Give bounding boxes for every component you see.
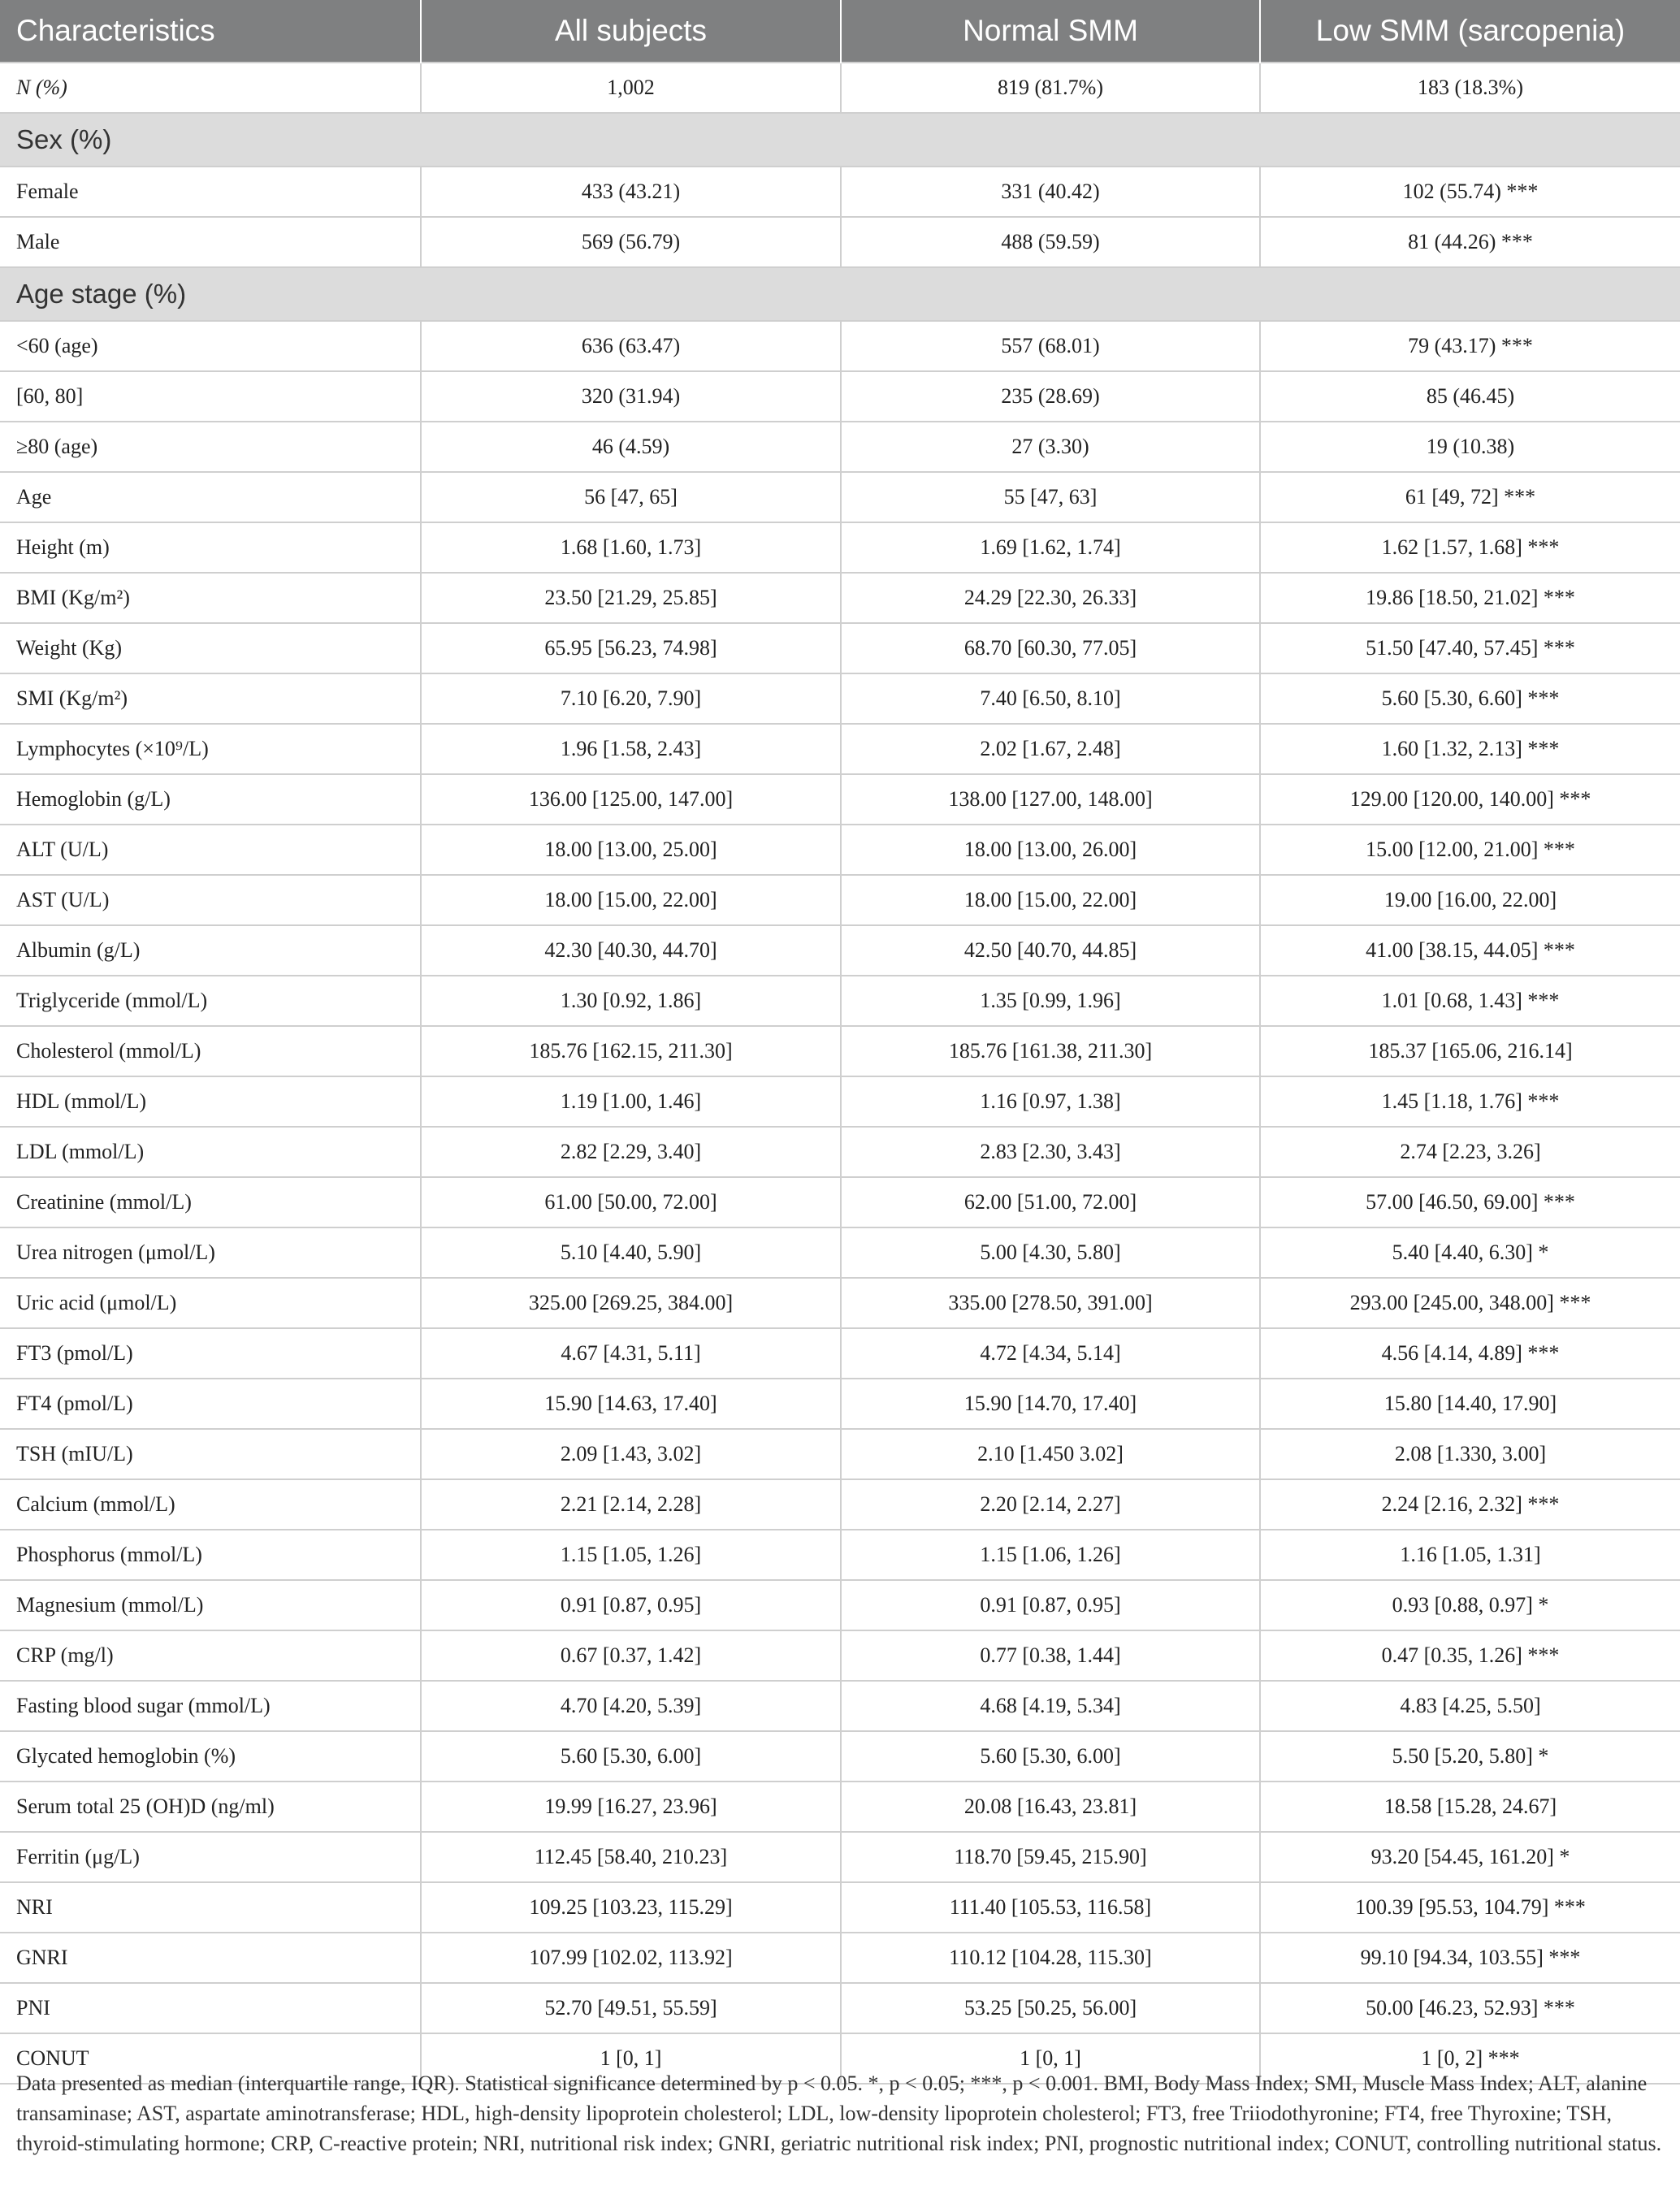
row-label: Albumin (g/L) — [0, 925, 421, 976]
row-label: Calcium (mmol/L) — [0, 1479, 421, 1530]
cell-normal-smm: 1.15 [1.06, 1.26] — [841, 1530, 1260, 1580]
row-label: BMI (Kg/m²) — [0, 573, 421, 623]
cell-normal-smm: 2.10 [1.450 3.02] — [841, 1429, 1260, 1479]
cell-low-smm: 5.40 [4.40, 6.30] * — [1260, 1227, 1680, 1278]
row-label: Female — [0, 167, 421, 217]
cell-low-smm: 51.50 [47.40, 57.45] *** — [1260, 623, 1680, 673]
cell-all-subjects: 320 (31.94) — [421, 371, 841, 422]
cell-normal-smm: 819 (81.7%) — [841, 63, 1260, 113]
cell-all-subjects: 1.19 [1.00, 1.46] — [421, 1076, 841, 1127]
row-label: Lymphocytes (×10⁹/L) — [0, 724, 421, 774]
cell-normal-smm: 185.76 [161.38, 211.30] — [841, 1026, 1260, 1076]
row-label: Age — [0, 472, 421, 522]
table-row — [0, 774, 1680, 825]
cell-low-smm: 1 [0, 2] *** — [1260, 2033, 1680, 2084]
row-label: Cholesterol (mmol/L) — [0, 1026, 421, 1076]
table-row — [0, 1530, 1680, 1580]
row-label: Fasting blood sugar (mmol/L) — [0, 1681, 421, 1731]
cell-low-smm: 93.20 [54.45, 161.20] * — [1260, 1832, 1680, 1882]
table-row — [0, 472, 1680, 522]
row-label: FT3 (pmol/L) — [0, 1328, 421, 1379]
cell-normal-smm: 488 (59.59) — [841, 217, 1260, 267]
cell-low-smm: 81 (44.26) *** — [1260, 217, 1680, 267]
table-row — [0, 167, 1680, 217]
table-row — [0, 1832, 1680, 1882]
row-label: ≥80 (age) — [0, 422, 421, 472]
table-row — [0, 1479, 1680, 1530]
cell-low-smm: 19.86 [18.50, 21.02] *** — [1260, 573, 1680, 623]
cell-all-subjects: 2.09 [1.43, 3.02] — [421, 1429, 841, 1479]
table-row — [0, 371, 1680, 422]
table-row — [0, 1782, 1680, 1832]
cell-all-subjects: 1.30 [0.92, 1.86] — [421, 976, 841, 1026]
cell-all-subjects: 1 [0, 1] — [421, 2033, 841, 2084]
cell-normal-smm: 2.02 [1.67, 2.48] — [841, 724, 1260, 774]
row-label: NRI — [0, 1882, 421, 1933]
cell-low-smm: 2.08 [1.330, 3.00] — [1260, 1429, 1680, 1479]
cell-normal-smm: 27 (3.30) — [841, 422, 1260, 472]
cell-normal-smm: 18.00 [15.00, 22.00] — [841, 875, 1260, 925]
cell-all-subjects: 4.70 [4.20, 5.39] — [421, 1681, 841, 1731]
table-row — [0, 573, 1680, 623]
cell-all-subjects: 636 (63.47) — [421, 321, 841, 371]
cell-all-subjects: 52.70 [49.51, 55.59] — [421, 1983, 841, 2033]
cell-all-subjects: 7.10 [6.20, 7.90] — [421, 673, 841, 724]
cell-all-subjects: 4.67 [4.31, 5.11] — [421, 1328, 841, 1379]
table-row — [0, 1630, 1680, 1681]
cell-low-smm: 1.60 [1.32, 2.13] *** — [1260, 724, 1680, 774]
row-label: CONUT — [0, 2033, 421, 2084]
cell-all-subjects: 0.91 [0.87, 0.95] — [421, 1580, 841, 1630]
cell-all-subjects: 56 [47, 65] — [421, 472, 841, 522]
cell-all-subjects: 185.76 [162.15, 211.30] — [421, 1026, 841, 1076]
cell-low-smm: 19.00 [16.00, 22.00] — [1260, 875, 1680, 925]
table-row — [0, 925, 1680, 976]
table-row — [0, 1731, 1680, 1782]
cell-all-subjects: 65.95 [56.23, 74.98] — [421, 623, 841, 673]
cell-low-smm: 0.47 [0.35, 1.26] *** — [1260, 1630, 1680, 1681]
row-label: AST (U/L) — [0, 875, 421, 925]
cell-all-subjects: 112.45 [58.40, 210.23] — [421, 1832, 841, 1882]
cell-low-smm: 15.80 [14.40, 17.90] — [1260, 1379, 1680, 1429]
table-row — [0, 1580, 1680, 1630]
row-label: Creatinine (mmol/L) — [0, 1177, 421, 1227]
cell-normal-smm: 335.00 [278.50, 391.00] — [841, 1278, 1260, 1328]
cell-all-subjects: 325.00 [269.25, 384.00] — [421, 1278, 841, 1328]
row-label: LDL (mmol/L) — [0, 1127, 421, 1177]
table-row — [0, 976, 1680, 1026]
cell-low-smm: 4.83 [4.25, 5.50] — [1260, 1681, 1680, 1731]
table-row — [0, 1127, 1680, 1177]
table-row — [0, 1026, 1680, 1076]
table-row — [0, 623, 1680, 673]
cell-normal-smm: 24.29 [22.30, 26.33] — [841, 573, 1260, 623]
cell-normal-smm: 55 [47, 63] — [841, 472, 1260, 522]
cell-all-subjects: 61.00 [50.00, 72.00] — [421, 1177, 841, 1227]
cell-normal-smm: 2.83 [2.30, 3.43] — [841, 1127, 1260, 1177]
cell-low-smm: 100.39 [95.53, 104.79] *** — [1260, 1882, 1680, 1933]
cell-low-smm: 99.10 [94.34, 103.55] *** — [1260, 1933, 1680, 1983]
row-label: PNI — [0, 1983, 421, 2033]
cell-low-smm: 50.00 [46.23, 52.93] *** — [1260, 1983, 1680, 2033]
cell-low-smm: 57.00 [46.50, 69.00] *** — [1260, 1177, 1680, 1227]
row-label: Serum total 25 (OH)D (ng/ml) — [0, 1782, 421, 1832]
cell-all-subjects: 136.00 [125.00, 147.00] — [421, 774, 841, 825]
table-row — [0, 422, 1680, 472]
row-label: Ferritin (μg/L) — [0, 1832, 421, 1882]
row-label: Male — [0, 217, 421, 267]
cell-normal-smm: 4.72 [4.34, 5.14] — [841, 1328, 1260, 1379]
cell-all-subjects: 1,002 — [421, 63, 841, 113]
cell-normal-smm: 62.00 [51.00, 72.00] — [841, 1177, 1260, 1227]
header-low-smm: Low SMM (sarcopenia) — [1260, 0, 1680, 63]
table-row — [0, 522, 1680, 573]
row-label: Height (m) — [0, 522, 421, 573]
cell-low-smm: 1.45 [1.18, 1.76] *** — [1260, 1076, 1680, 1127]
cell-low-smm: 5.60 [5.30, 6.60] *** — [1260, 673, 1680, 724]
cell-low-smm: 129.00 [120.00, 140.00] *** — [1260, 774, 1680, 825]
cell-all-subjects: 109.25 [103.23, 115.29] — [421, 1882, 841, 1933]
row-label: Uric acid (μmol/L) — [0, 1278, 421, 1328]
row-label: [60, 80] — [0, 371, 421, 422]
cell-all-subjects: 1.96 [1.58, 2.43] — [421, 724, 841, 774]
cell-normal-smm: 7.40 [6.50, 8.10] — [841, 673, 1260, 724]
cell-normal-smm: 2.20 [2.14, 2.27] — [841, 1479, 1260, 1530]
cell-all-subjects: 19.99 [16.27, 23.96] — [421, 1782, 841, 1832]
table-row — [0, 724, 1680, 774]
cell-all-subjects: 569 (56.79) — [421, 217, 841, 267]
cell-low-smm: 293.00 [245.00, 348.00] *** — [1260, 1278, 1680, 1328]
table-row — [0, 1379, 1680, 1429]
cell-low-smm: 4.56 [4.14, 4.89] *** — [1260, 1328, 1680, 1379]
cell-all-subjects: 18.00 [13.00, 25.00] — [421, 825, 841, 875]
cell-all-subjects: 46 (4.59) — [421, 422, 841, 472]
cell-low-smm: 85 (46.45) — [1260, 371, 1680, 422]
row-label: Magnesium (mmol/L) — [0, 1580, 421, 1630]
header-characteristics: Characteristics — [0, 0, 421, 63]
row-label: Phosphorus (mmol/L) — [0, 1530, 421, 1580]
cell-normal-smm: 68.70 [60.30, 77.05] — [841, 623, 1260, 673]
row-label: FT4 (pmol/L) — [0, 1379, 421, 1429]
cell-low-smm: 41.00 [38.15, 44.05] *** — [1260, 925, 1680, 976]
table-row — [0, 217, 1680, 267]
cell-normal-smm: 331 (40.42) — [841, 167, 1260, 217]
cell-normal-smm: 0.91 [0.87, 0.95] — [841, 1580, 1260, 1630]
cell-low-smm: 19 (10.38) — [1260, 422, 1680, 472]
table-row — [0, 63, 1680, 113]
cell-normal-smm: 5.60 [5.30, 6.00] — [841, 1731, 1260, 1782]
cell-low-smm: 15.00 [12.00, 21.00] *** — [1260, 825, 1680, 875]
row-label: N (%) — [0, 63, 421, 113]
row-label: ALT (U/L) — [0, 825, 421, 875]
row-label: TSH (mIU/L) — [0, 1429, 421, 1479]
table-row — [0, 1681, 1680, 1731]
cell-normal-smm: 1.35 [0.99, 1.96] — [841, 976, 1260, 1026]
cell-low-smm: 18.58 [15.28, 24.67] — [1260, 1782, 1680, 1832]
cell-normal-smm: 18.00 [13.00, 26.00] — [841, 825, 1260, 875]
cell-normal-smm: 1.16 [0.97, 1.38] — [841, 1076, 1260, 1127]
cell-all-subjects: 2.82 [2.29, 3.40] — [421, 1127, 841, 1177]
table-row — [0, 875, 1680, 925]
cell-normal-smm: 111.40 [105.53, 116.58] — [841, 1882, 1260, 1933]
header-normal-smm: Normal SMM — [841, 0, 1260, 63]
cell-normal-smm: 557 (68.01) — [841, 321, 1260, 371]
row-label: SMI (Kg/m²) — [0, 673, 421, 724]
cell-low-smm: 61 [49, 72] *** — [1260, 472, 1680, 522]
cell-all-subjects: 2.21 [2.14, 2.28] — [421, 1479, 841, 1530]
cell-low-smm: 5.50 [5.20, 5.80] * — [1260, 1731, 1680, 1782]
cell-all-subjects: 0.67 [0.37, 1.42] — [421, 1630, 841, 1681]
cell-all-subjects: 15.90 [14.63, 17.40] — [421, 1379, 841, 1429]
row-label: Weight (Kg) — [0, 623, 421, 673]
table-row — [0, 1429, 1680, 1479]
header-all-subjects: All subjects — [421, 0, 841, 63]
cell-low-smm: 185.37 [165.06, 216.14] — [1260, 1026, 1680, 1076]
row-label: Triglyceride (mmol/L) — [0, 976, 421, 1026]
cell-normal-smm: 1.69 [1.62, 1.74] — [841, 522, 1260, 573]
cell-normal-smm: 53.25 [50.25, 56.00] — [841, 1983, 1260, 2033]
cell-low-smm: 2.74 [2.23, 3.26] — [1260, 1127, 1680, 1177]
cell-low-smm: 0.93 [0.88, 0.97] * — [1260, 1580, 1680, 1630]
cell-low-smm: 1.62 [1.57, 1.68] *** — [1260, 522, 1680, 573]
cell-low-smm: 183 (18.3%) — [1260, 63, 1680, 113]
table-row — [0, 1227, 1680, 1278]
row-label: Glycated hemoglobin (%) — [0, 1731, 421, 1782]
cell-normal-smm: 118.70 [59.45, 215.90] — [841, 1832, 1260, 1882]
table-row — [0, 321, 1680, 371]
row-label: <60 (age) — [0, 321, 421, 371]
cell-all-subjects: 1.68 [1.60, 1.73] — [421, 522, 841, 573]
cell-all-subjects: 23.50 [21.29, 25.85] — [421, 573, 841, 623]
cell-normal-smm: 0.77 [0.38, 1.44] — [841, 1630, 1260, 1681]
row-label: CRP (mg/l) — [0, 1630, 421, 1681]
table-row — [0, 1278, 1680, 1328]
table-row — [0, 1983, 1680, 2033]
cell-low-smm: 102 (55.74) *** — [1260, 167, 1680, 217]
cell-normal-smm: 4.68 [4.19, 5.34] — [841, 1681, 1260, 1731]
cell-all-subjects: 5.10 [4.40, 5.90] — [421, 1227, 841, 1278]
cell-all-subjects: 18.00 [15.00, 22.00] — [421, 875, 841, 925]
cell-normal-smm: 15.90 [14.70, 17.40] — [841, 1379, 1260, 1429]
header-row — [0, 0, 1680, 63]
table-row — [0, 1177, 1680, 1227]
table-body — [0, 63, 1680, 2084]
cell-low-smm: 1.16 [1.05, 1.31] — [1260, 1530, 1680, 1580]
cell-all-subjects: 42.30 [40.30, 44.70] — [421, 925, 841, 976]
cell-normal-smm: 42.50 [40.70, 44.85] — [841, 925, 1260, 976]
group-header-row — [0, 113, 1680, 167]
table-footnote: Data presented as median (interquartile range, IQR). Statistical significance determined by p < 0.05. *, p < 0.05; ***, p < 0.001. BMI, Body Mass Index; SMI, Muscle Mass Index; ALT, alanine transaminase; AST, aspartate aminotransferase; HDL, high-density lipoprotein cholesterol; LDL, low-density lipoprotein cholesterol; FT3, free Triiodothyronine; FT4, free Thyroxine; TSH, thyroid-stimulating hormone; CRP, C-reactive protein; NRI, nutritional risk index; GNRI, geriatric nutritional risk index; PNI, prognostic nutritional index; CONUT, controlling nutritional status. — [16, 2072, 1662, 2155]
cell-all-subjects: 1.15 [1.05, 1.26] — [421, 1530, 841, 1580]
table-row — [0, 1328, 1680, 1379]
cell-normal-smm: 5.00 [4.30, 5.80] — [841, 1227, 1260, 1278]
cell-all-subjects: 5.60 [5.30, 6.00] — [421, 1731, 841, 1782]
cell-normal-smm: 138.00 [127.00, 148.00] — [841, 774, 1260, 825]
cell-normal-smm: 1 [0, 1] — [841, 2033, 1260, 2084]
cell-low-smm: 79 (43.17) *** — [1260, 321, 1680, 371]
table-row — [0, 1882, 1680, 1933]
group-label: Sex (%) — [0, 113, 1680, 167]
group-label: Age stage (%) — [0, 267, 1680, 321]
row-label: Hemoglobin (g/L) — [0, 774, 421, 825]
table-row — [0, 825, 1680, 875]
row-label: Urea nitrogen (μmol/L) — [0, 1227, 421, 1278]
cell-low-smm: 2.24 [2.16, 2.32] *** — [1260, 1479, 1680, 1530]
group-header-row — [0, 267, 1680, 321]
table-header — [0, 0, 1680, 63]
cell-all-subjects: 433 (43.21) — [421, 167, 841, 217]
row-label: GNRI — [0, 1933, 421, 1983]
table-row — [0, 1076, 1680, 1127]
cell-normal-smm: 20.08 [16.43, 23.81] — [841, 1782, 1260, 1832]
table-row — [0, 673, 1680, 724]
cell-normal-smm: 235 (28.69) — [841, 371, 1260, 422]
cell-low-smm: 1.01 [0.68, 1.43] *** — [1260, 976, 1680, 1026]
table-row — [0, 1933, 1680, 1983]
row-label: HDL (mmol/L) — [0, 1076, 421, 1127]
cell-normal-smm: 110.12 [104.28, 115.30] — [841, 1933, 1260, 1983]
cell-all-subjects: 107.99 [102.02, 113.92] — [421, 1933, 841, 1983]
